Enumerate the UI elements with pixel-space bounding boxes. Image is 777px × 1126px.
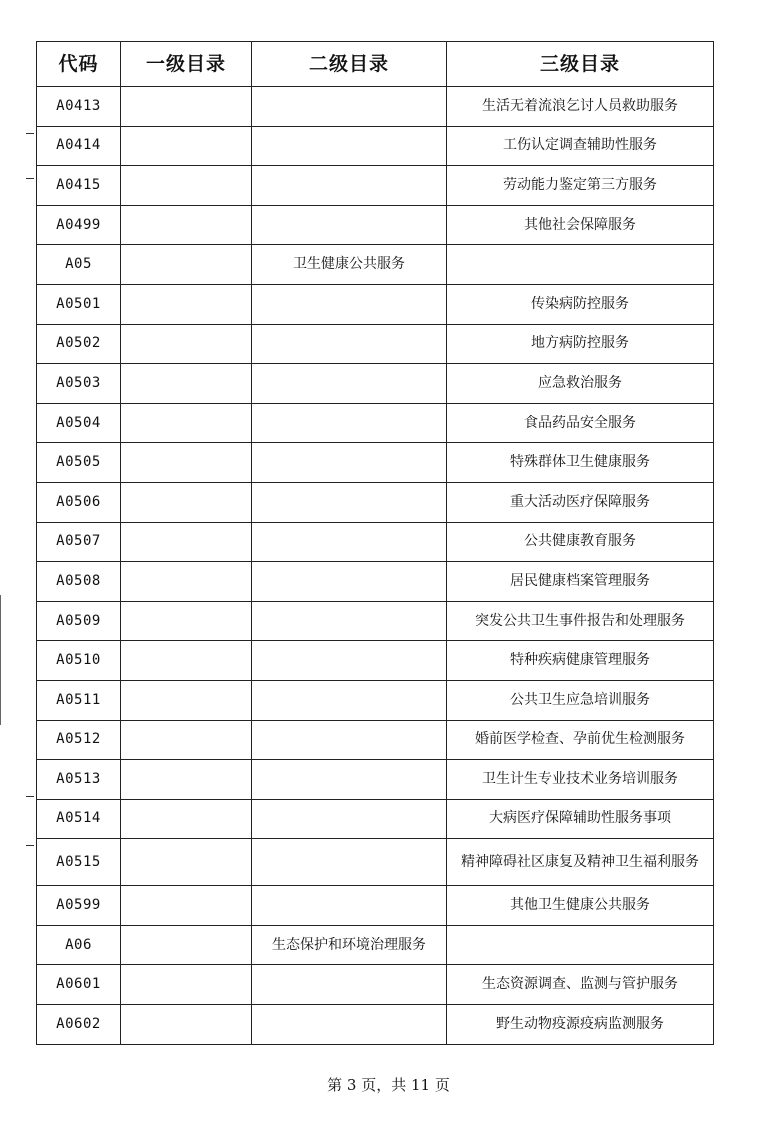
- cell-code: A0511: [37, 680, 121, 720]
- cell-level3: 居民健康档案管理服务: [447, 562, 714, 602]
- cell-level1: [121, 166, 252, 206]
- cell-level2: [252, 720, 447, 760]
- table-row: [37, 443, 714, 483]
- cell-code: A0599: [37, 886, 121, 926]
- header-level2: 二级目录: [252, 42, 447, 87]
- table-row: [37, 760, 714, 800]
- table-row: [37, 87, 714, 127]
- cell-level1: [121, 87, 252, 127]
- cell-level3: 重大活动医疗保障服务: [447, 482, 714, 522]
- cell-level2: [252, 641, 447, 681]
- cell-level2: [252, 562, 447, 602]
- table-row: [37, 641, 714, 681]
- cell-level1: [121, 562, 252, 602]
- table-row: [37, 680, 714, 720]
- cell-level2: [252, 87, 447, 127]
- cell-code: A0507: [37, 522, 121, 562]
- cell-level2: [252, 205, 447, 245]
- cell-level3: [447, 925, 714, 965]
- table-row: [37, 166, 714, 206]
- cell-code: A0514: [37, 799, 121, 839]
- cell-level2: [252, 839, 447, 886]
- cell-code: A0503: [37, 364, 121, 404]
- cell-level2: [252, 522, 447, 562]
- cell-level2: [252, 364, 447, 404]
- cell-level1: [121, 364, 252, 404]
- cell-level3: 公共卫生应急培训服务: [447, 680, 714, 720]
- table-header-row: [37, 42, 714, 87]
- scan-mark: [26, 178, 34, 179]
- cell-level3: 工伤认定调查辅助性服务: [447, 126, 714, 166]
- cell-code: A0504: [37, 403, 121, 443]
- cell-level2: [252, 886, 447, 926]
- cell-code: A0509: [37, 601, 121, 641]
- cell-code: A0513: [37, 760, 121, 800]
- cell-level3: 其他卫生健康公共服务: [447, 886, 714, 926]
- cell-level3: 地方病防控服务: [447, 324, 714, 364]
- cell-level1: [121, 760, 252, 800]
- table-row: [37, 886, 714, 926]
- cell-level2: [252, 760, 447, 800]
- cell-level3: 特殊群体卫生健康服务: [447, 443, 714, 483]
- cell-level1: [121, 284, 252, 324]
- cell-code: A0506: [37, 482, 121, 522]
- cell-level3: 特种疾病健康管理服务: [447, 641, 714, 681]
- cell-level2: 生态保护和环境治理服务: [252, 925, 447, 965]
- table-row: [37, 839, 714, 886]
- cell-level3: [447, 245, 714, 285]
- cell-code: A05: [37, 245, 121, 285]
- cell-level2: [252, 1005, 447, 1045]
- cell-code: A0499: [37, 205, 121, 245]
- table-row: [37, 482, 714, 522]
- cell-level3: 卫生计生专业技术业务培训服务: [447, 760, 714, 800]
- table-row: [37, 799, 714, 839]
- cell-level3: 生态资源调查、监测与管护服务: [447, 965, 714, 1005]
- cell-level2: [252, 443, 447, 483]
- cell-level1: [121, 1005, 252, 1045]
- table-row: [37, 284, 714, 324]
- cell-level2: [252, 166, 447, 206]
- table-row: [37, 925, 714, 965]
- cell-level1: [121, 839, 252, 886]
- header-level3: 三级目录: [447, 42, 714, 87]
- cell-level2: [252, 799, 447, 839]
- cell-level3: 公共健康教育服务: [447, 522, 714, 562]
- cell-level3: 应急救治服务: [447, 364, 714, 404]
- table-row: [37, 562, 714, 602]
- table-row: [37, 720, 714, 760]
- cell-code: A0601: [37, 965, 121, 1005]
- cell-code: A0414: [37, 126, 121, 166]
- scan-edge-line: [0, 595, 1, 725]
- table-row: [37, 403, 714, 443]
- cell-level1: [121, 245, 252, 285]
- cell-code: A0413: [37, 87, 121, 127]
- table-row: [37, 126, 714, 166]
- cell-level1: [121, 601, 252, 641]
- cell-code: A0415: [37, 166, 121, 206]
- cell-level2: 卫生健康公共服务: [252, 245, 447, 285]
- cell-level1: [121, 886, 252, 926]
- cell-code: A0505: [37, 443, 121, 483]
- cell-code: A06: [37, 925, 121, 965]
- scan-mark: [26, 796, 34, 797]
- cell-code: A0501: [37, 284, 121, 324]
- cell-level1: [121, 522, 252, 562]
- page-footer: 第 3 页，共 11 页: [327, 1076, 450, 1094]
- table-row: [37, 965, 714, 1005]
- header-code: 代码: [37, 42, 121, 87]
- cell-level2: [252, 482, 447, 522]
- cell-level2: [252, 601, 447, 641]
- cell-code: A0515: [37, 839, 121, 886]
- cell-level2: [252, 680, 447, 720]
- scan-mark: [26, 133, 34, 134]
- cell-code: A0602: [37, 1005, 121, 1045]
- cell-level1: [121, 641, 252, 681]
- cell-level3: 精神障碍社区康复及精神卫生福利服务: [447, 839, 714, 886]
- cell-level1: [121, 720, 252, 760]
- table-row: [37, 324, 714, 364]
- table-row: [37, 601, 714, 641]
- catalog-table: [36, 41, 714, 1045]
- cell-code: A0508: [37, 562, 121, 602]
- table-body: [37, 87, 714, 1045]
- cell-level3: 大病医疗保障辅助性服务事项: [447, 799, 714, 839]
- cell-level1: [121, 680, 252, 720]
- cell-level3: 婚前医学检查、孕前优生检测服务: [447, 720, 714, 760]
- cell-level2: [252, 403, 447, 443]
- scan-mark: [26, 845, 34, 846]
- cell-level1: [121, 799, 252, 839]
- cell-level3: 传染病防控服务: [447, 284, 714, 324]
- cell-level1: [121, 443, 252, 483]
- header-level1: 一级目录: [121, 42, 252, 87]
- table-row: [37, 522, 714, 562]
- table-row: [37, 205, 714, 245]
- cell-code: A0502: [37, 324, 121, 364]
- table-row: [37, 245, 714, 285]
- table-row: [37, 1005, 714, 1045]
- cell-level3: 突发公共卫生事件报告和处理服务: [447, 601, 714, 641]
- cell-level3: 劳动能力鉴定第三方服务: [447, 166, 714, 206]
- cell-level3: 食品药品安全服务: [447, 403, 714, 443]
- cell-level3: 其他社会保障服务: [447, 205, 714, 245]
- cell-level3: 生活无着流浪乞讨人员救助服务: [447, 87, 714, 127]
- cell-level1: [121, 126, 252, 166]
- cell-level2: [252, 126, 447, 166]
- cell-level1: [121, 965, 252, 1005]
- cell-level2: [252, 324, 447, 364]
- cell-code: A0512: [37, 720, 121, 760]
- cell-level2: [252, 284, 447, 324]
- cell-code: A0510: [37, 641, 121, 681]
- cell-level1: [121, 403, 252, 443]
- table-row: [37, 364, 714, 404]
- cell-level3: 野生动物疫源疫病监测服务: [447, 1005, 714, 1045]
- cell-level1: [121, 324, 252, 364]
- cell-level1: [121, 205, 252, 245]
- cell-level1: [121, 925, 252, 965]
- cell-level2: [252, 965, 447, 1005]
- cell-level1: [121, 482, 252, 522]
